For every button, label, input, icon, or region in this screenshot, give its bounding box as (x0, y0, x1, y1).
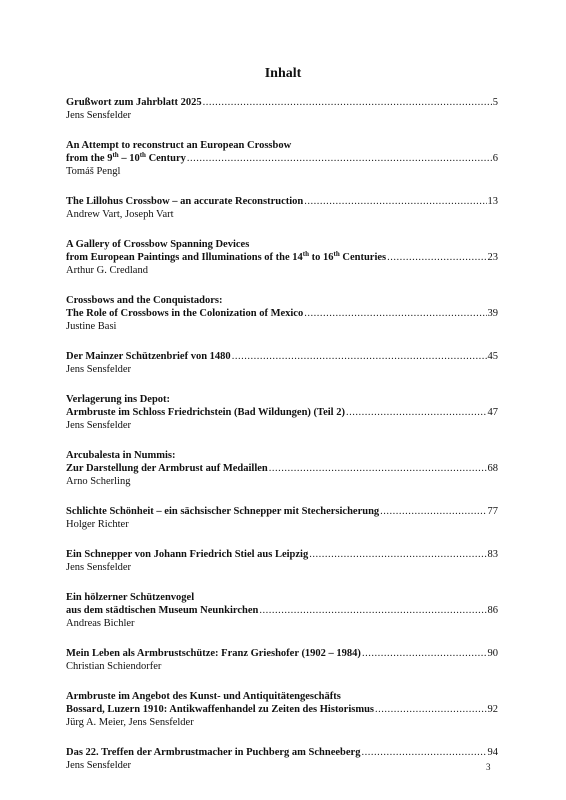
toc-entry-authors: Arno Scherling (66, 476, 131, 487)
toc-entry-title: Ein hölzerner Schützenvogel (66, 592, 195, 603)
toc-entry (66, 591, 498, 630)
toc-entry-page: 6 (492, 153, 498, 164)
leader-dots (387, 251, 486, 264)
toc-entry-page: 86 (487, 605, 498, 616)
toc-entry-title: Mein Leben als Armbrustschütze: Franz Grieshofer (1902 – 1984) ..... 90 (66, 647, 498, 660)
toc-entry-title: Ein Schnepper von Johann Friedrich Stiel aus Leipzig ..... 83 (66, 548, 498, 561)
toc-entry-title: Grußwort zum Jahrblatt 2025 ..... 5 (66, 96, 498, 109)
leader-dots (346, 406, 487, 419)
toc-entry-title: Crossbows and the Conquistadors: (66, 295, 223, 306)
leader-dots (361, 746, 486, 759)
toc-entry-authors: Jürg A. Meier, Jens Sensfelder (66, 717, 194, 728)
toc-entry (66, 294, 498, 333)
toc-entry-page: 45 (487, 351, 498, 362)
toc-entry-authors: Tomáš Pengl (66, 166, 121, 177)
toc-entry-title: from European Paintings and Illuminations of the 14th to 16th Centuries ..... 23 (66, 251, 498, 264)
leader-dots (380, 505, 486, 518)
leader-dots (304, 307, 486, 320)
toc-entry (66, 690, 498, 729)
toc-entry-authors: Jens Sensfelder (66, 110, 132, 121)
toc-entry-title: Verlagerung ins Depot: (66, 394, 171, 405)
toc-entry-title: Arcubalesta in Nummis: (66, 450, 176, 461)
toc-entry-title: from the 9th – 10th Century ..... 6 (66, 152, 498, 165)
toc-entry-page: 68 (487, 463, 498, 474)
toc-entry-authors: Justine Basi (66, 321, 117, 332)
toc-entry-page: 13 (487, 196, 498, 207)
toc-entry (66, 350, 498, 376)
toc-entry-page: 92 (487, 704, 498, 715)
toc-entry-page: 90 (487, 648, 498, 659)
leader-dots (309, 548, 486, 561)
toc-entry-title: Armbruste im Schloss Friedrichstein (Bad Wildungen) (Teil 2) ..... 47 (66, 406, 498, 419)
toc-entry-authors: Jens Sensfelder (66, 760, 132, 771)
leader-dots (269, 462, 487, 475)
toc-entry-page: 5 (492, 97, 498, 108)
toc-entry-title: Schlichte Schönheit – ein sächsischer Schnepper mit Stechersicherung ..... 77 (66, 505, 498, 518)
toc-entry (66, 238, 498, 277)
toc-entry-title: Armbruste im Angebot des Kunst- und Antiquitätengeschäfts (66, 691, 341, 702)
toc-entry (66, 548, 498, 574)
toc-entry (66, 647, 498, 673)
toc-entry-page: 83 (487, 549, 498, 560)
table-of-contents (66, 96, 498, 789)
toc-entry-title: Der Mainzer Schützenbrief von 1480 ..... 45 (66, 350, 498, 363)
toc-entry (66, 96, 498, 122)
toc-entry (66, 746, 498, 772)
toc-entry (66, 449, 498, 488)
toc-entry-page: 94 (487, 747, 498, 758)
toc-entry-title: The Lillohus Crossbow – an accurate Reconstruction ..... 13 (66, 195, 498, 208)
toc-entry-authors: Jens Sensfelder (66, 364, 132, 375)
page-title: Inhalt (264, 66, 302, 81)
toc-entry-authors: Arthur G. Credland (66, 265, 148, 276)
toc-entry-authors: Christian Schiendorfer (66, 661, 162, 672)
toc-entry-page: 47 (487, 407, 498, 418)
leader-dots (375, 703, 486, 716)
toc-entry-title: Zur Darstellung der Armbrust auf Medaillen ..... 68 (66, 462, 498, 475)
leader-dots (304, 195, 486, 208)
toc-entry-page: 77 (487, 506, 498, 517)
toc-entry (66, 393, 498, 432)
toc-entry-page: 23 (487, 252, 498, 263)
leader-dots (187, 152, 492, 165)
page-number: 3 (486, 762, 491, 772)
toc-entry-title: Bossard, Luzern 1910: Antikwaffenhandel zu Zeiten des Historismus ..... 92 (66, 703, 498, 716)
toc-entry (66, 195, 498, 221)
toc-entry-authors: Holger Richter (66, 519, 129, 530)
toc-entry-authors: Jens Sensfelder (66, 562, 132, 573)
toc-entry-page: 39 (487, 308, 498, 319)
leader-dots (259, 604, 486, 617)
toc-entry (66, 139, 498, 178)
toc-entry-title: aus dem städtischen Museum Neunkirchen ..... 86 (66, 604, 498, 617)
leader-dots (232, 350, 487, 363)
toc-entry-authors: Andreas Bichler (66, 618, 135, 629)
toc-entry (66, 505, 498, 531)
toc-entry-title: Das 22. Treffen der Armbrustmacher in Puchberg am Schneeberg ..... 94 (66, 746, 498, 759)
toc-entry-title: A Gallery of Crossbow Spanning Devices (66, 239, 250, 250)
toc-entry-authors: Andrew Vart, Joseph Vart (66, 209, 174, 220)
leader-dots (203, 96, 492, 109)
leader-dots (362, 647, 487, 660)
toc-entry-title: An Attempt to reconstruct an European Crossbow (66, 140, 292, 151)
toc-entry-authors: Jens Sensfelder (66, 420, 132, 431)
toc-entry-title: The Role of Crossbows in the Colonization of Mexico ..... 39 (66, 307, 498, 320)
